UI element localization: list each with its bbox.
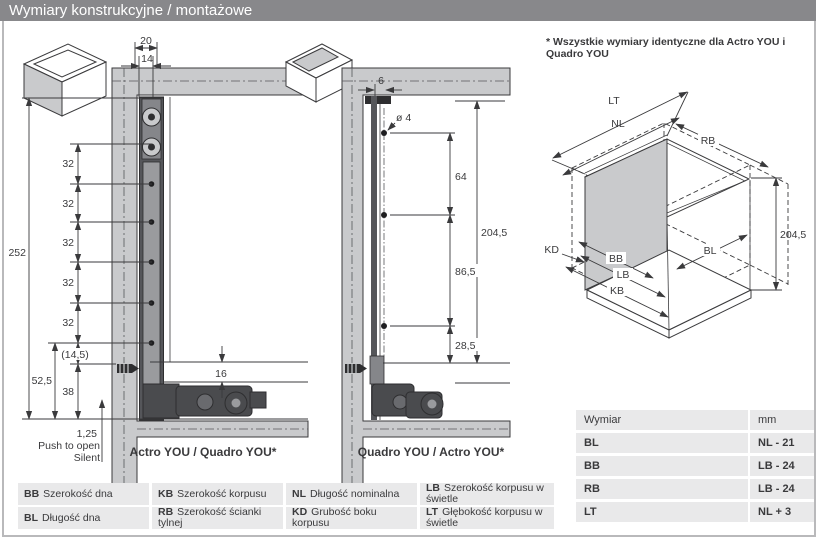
drawer-solid-box — [585, 135, 751, 338]
drawer-closed-icon — [24, 44, 106, 116]
legend-item-rb: RB Szerokość ścianki tylnej — [152, 507, 283, 529]
dim-14-5: (14,5) — [61, 349, 89, 361]
legend-item-nl: NL Długość nominalna — [286, 483, 417, 505]
screw-icon — [345, 363, 367, 374]
dim-28-5: 28,5 — [455, 340, 476, 352]
dim-32-3: 32 — [62, 237, 74, 249]
dim-38: 38 — [62, 386, 74, 398]
cell-mm: LB - 24 — [750, 456, 814, 476]
isometric-drawer-diagram — [544, 92, 806, 338]
dim-52-5: 52,5 — [31, 375, 52, 387]
dim-14: 14 — [141, 53, 153, 65]
table-row — [576, 433, 814, 453]
runner-profile — [140, 97, 164, 420]
cell-dim: RB — [576, 479, 748, 499]
legend-row — [18, 507, 554, 529]
iso-label-204-5: 204,5 — [780, 229, 807, 241]
cell-dim: BB — [576, 456, 748, 476]
dim-20: 20 — [140, 35, 152, 47]
cell-mm: LB - 24 — [750, 479, 814, 499]
iso-label-bl: BL — [703, 245, 717, 257]
abbreviation-legend — [18, 483, 554, 531]
dim-dia-4: ø 4 — [396, 112, 412, 124]
footnote: * Wszystkie wymiary identyczne dla Actro YOU i Quadro YOU — [546, 36, 786, 60]
cell-mm: NL - 21 — [750, 433, 814, 453]
table-header-row — [576, 410, 814, 430]
legend-item-kd: KD Grubość boku korpusu — [286, 507, 417, 529]
table-row — [576, 479, 814, 499]
dim-32-4: 32 — [62, 277, 74, 289]
column-header-wymiar: Wymiar — [576, 410, 748, 430]
runner-hardware — [372, 384, 443, 418]
drawer-bottom — [150, 97, 308, 382]
dim-32-5: 32 — [62, 317, 74, 329]
dim-32-1: 32 — [62, 158, 74, 170]
dimension-table — [576, 410, 814, 525]
dim-64: 64 — [455, 171, 467, 183]
dim-252: 252 — [8, 247, 26, 259]
dim-16: 16 — [215, 368, 227, 380]
legend-item-kb: KB Szerokość korpusu — [152, 483, 283, 505]
runner-hardware — [143, 384, 266, 418]
dim-32-2: 32 — [62, 198, 74, 210]
column-header-mm: mm — [750, 410, 814, 430]
section-drawing-actro-you — [8, 35, 308, 488]
iso-label-kb: KB — [609, 285, 625, 297]
iso-label-rb: RB — [700, 135, 716, 147]
label-silent: Silent — [73, 452, 100, 464]
caption-actro: Actro YOU / Quadro YOU* — [129, 445, 277, 459]
page-title: Wymiary konstrukcyjne / montażowe — [0, 0, 816, 21]
iso-label-bb: BB — [608, 253, 624, 265]
runner-profile — [365, 96, 391, 420]
cabinet-panels — [342, 68, 510, 488]
legend-item-bb: BB Szerokość dna — [18, 483, 149, 505]
table-row — [576, 456, 814, 476]
table-row — [576, 502, 814, 522]
iso-label-lt: LT — [608, 95, 620, 107]
cell-dim: BL — [576, 433, 748, 453]
legend-item-bl: BL Długość dna — [18, 507, 149, 529]
iso-label-lb: LB — [616, 269, 630, 281]
cell-mm: NL + 3 — [750, 502, 814, 522]
dim-6: 6 — [378, 75, 384, 87]
dim-204-5: 204,5 — [481, 227, 508, 239]
legend-item-lb: LB Szerokość korpusu w świetle — [420, 483, 554, 505]
dim-1-25: 1,25 — [76, 428, 97, 440]
iso-label-nl: NL — [611, 118, 625, 130]
section-drawing-quadro-you — [286, 44, 515, 488]
legend-row — [18, 483, 554, 505]
label-push-to-open: Push to open — [38, 440, 100, 452]
cell-dim: LT — [576, 502, 748, 522]
dim-86-5: 86,5 — [455, 266, 476, 278]
caption-quadro: Quadro YOU / Actro YOU* — [357, 445, 505, 459]
legend-item-lt: LT Głębokość korpusu w świetle — [420, 507, 554, 529]
iso-label-kd: KD — [544, 244, 559, 256]
